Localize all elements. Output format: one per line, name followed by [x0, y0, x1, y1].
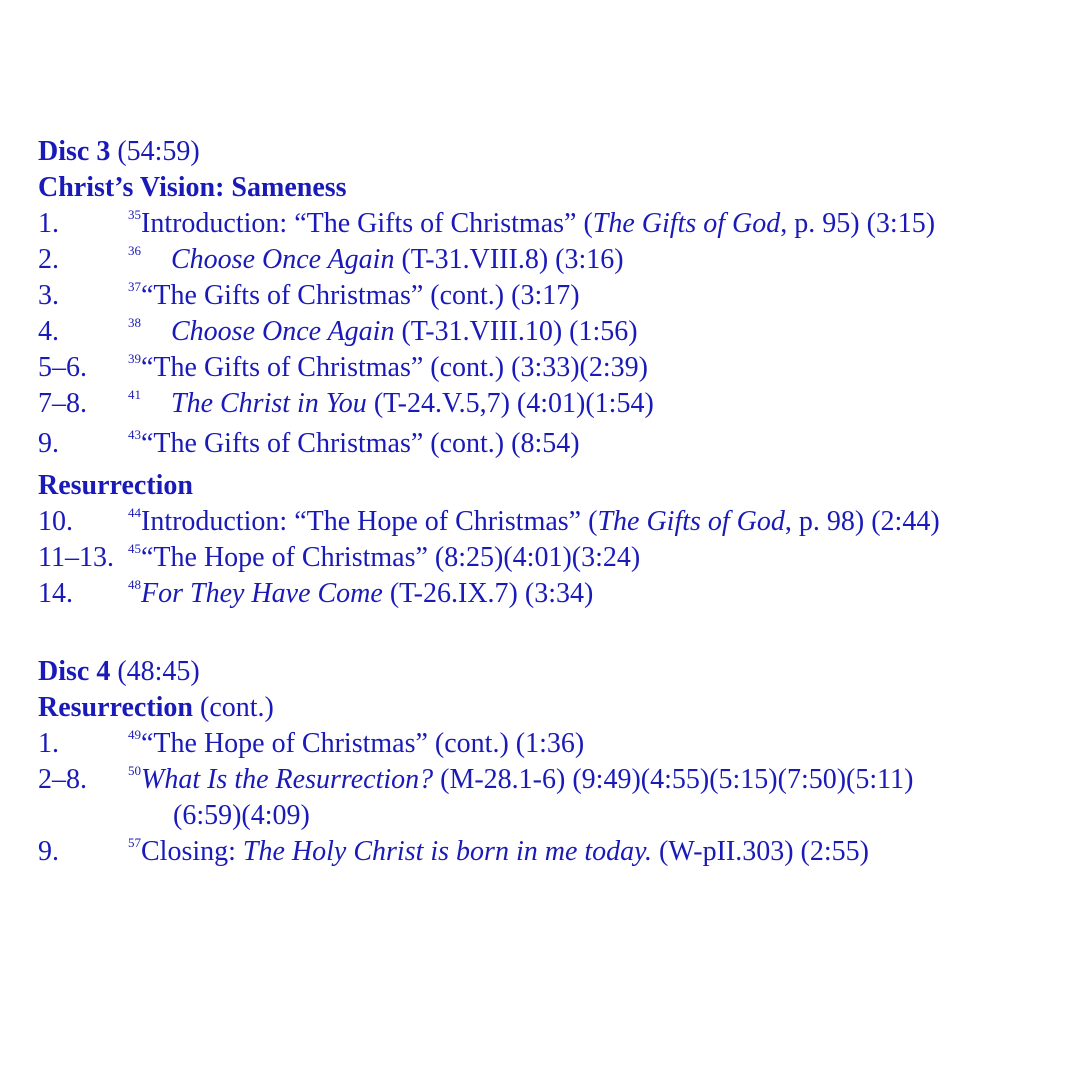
track-text: [128, 577, 594, 609]
track-text-part: (T-26.IX.7) (3:34): [382, 578, 594, 609]
section-title: Christ’s Vision: Sameness: [38, 172, 347, 203]
track-number: 3.: [38, 280, 59, 311]
footnote-ref: 38: [128, 315, 141, 330]
track-text: [128, 243, 624, 275]
track-text-part: (T-31.VIII.8) (3:16): [394, 244, 624, 275]
footnote-ref: 35: [128, 207, 141, 222]
track-text-part: Introduction: “The Hope of Christmas” (: [141, 506, 598, 537]
footnote-ref: 45: [128, 541, 141, 556]
track-text: [128, 207, 936, 239]
footnote-ref: 41: [128, 387, 141, 402]
disc3-time: (54:59): [117, 136, 200, 167]
footnote-ref: 49: [128, 727, 141, 742]
track-number: 2.: [38, 244, 59, 275]
track-text: [128, 351, 648, 383]
track-number: 1.: [38, 208, 59, 239]
footnote-ref: 37: [128, 279, 141, 294]
section-title: Resurrection: [38, 470, 193, 501]
track-title-italic: Choose Once Again: [171, 316, 395, 347]
track-number: 11–13.: [38, 542, 114, 573]
track-text: [128, 427, 580, 459]
disc3-title: Disc 3: [38, 136, 111, 167]
track-number: 9.: [38, 428, 59, 459]
track-text: [128, 727, 585, 759]
track-text-part: (M-28.1-6) (9:49)(4:55)(5:15)(7:50)(5:11): [433, 764, 914, 795]
track-number: 2–8.: [38, 764, 87, 795]
section-cont: (cont.): [200, 692, 274, 723]
disc4-heading: [38, 658, 200, 686]
track-title-italic: The Gifts of God: [592, 208, 781, 239]
track-number: 9.: [38, 836, 59, 867]
track-text-part: Closing:: [141, 836, 243, 867]
track-text-part: , p. 95) (3:15): [780, 208, 936, 239]
disc3-section-sameness: [38, 174, 347, 202]
track-text: [128, 279, 580, 311]
disc4-title: Disc 4: [38, 656, 111, 687]
track-text-part: (T-24.V.5,7) (4:01)(1:54): [366, 388, 654, 419]
track-text: [128, 505, 940, 537]
footnote-ref: 50: [128, 763, 141, 778]
track-text-part: “The Gifts of Christmas” (cont.) (3:17): [141, 280, 580, 311]
track-text-part: “The Gifts of Christmas” (cont.) (3:33)(2:39): [141, 352, 648, 383]
section-title: Resurrection: [38, 692, 193, 723]
footnote-ref: 36: [128, 243, 141, 258]
footnote-ref: 57: [128, 835, 141, 850]
track-title-italic: What Is the Resurrection?: [141, 764, 434, 795]
track-text-continuation: (6:59)(4:09): [173, 800, 310, 831]
track-number: 7–8.: [38, 388, 87, 419]
disc3-section-resurrection: [38, 472, 193, 500]
track-text: [128, 315, 638, 347]
track-text: [128, 541, 641, 573]
track-text-part: , p. 98) (2:44): [784, 506, 940, 537]
track-text: [128, 763, 914, 795]
disc4-time: (48:45): [117, 656, 200, 687]
track-title-italic: The Christ in You: [171, 388, 367, 419]
footnote-ref: 43: [128, 427, 141, 442]
track-text-part: (W-pII.303) (2:55): [652, 836, 869, 867]
track-number: 4.: [38, 316, 59, 347]
footnote-ref: 48: [128, 577, 141, 592]
disc4-section-resurrection: [38, 694, 274, 722]
disc3-heading: [38, 138, 200, 166]
footnote-ref: 39: [128, 351, 141, 366]
track-number: 1.: [38, 728, 59, 759]
track-number: 5–6.: [38, 352, 87, 383]
track-title-italic: Choose Once Again: [171, 244, 395, 275]
track-title-italic: The Holy Christ is born in me today.: [242, 836, 653, 867]
track-number: 14.: [38, 578, 73, 609]
track-text: [128, 387, 654, 419]
track-number: 10.: [38, 506, 73, 537]
track-text-part: “The Hope of Christmas” (8:25)(4:01)(3:24): [141, 542, 641, 573]
track-text-part: Introduction: “The Gifts of Christmas” (: [141, 208, 593, 239]
footnote-ref: 44: [128, 505, 141, 520]
track-text-part: “The Gifts of Christmas” (cont.) (8:54): [141, 428, 580, 459]
track-text-part: (T-31.VIII.10) (1:56): [394, 316, 638, 347]
track-text: [128, 835, 869, 867]
track-title-italic: For They Have Come: [141, 578, 383, 609]
track-text-part: “The Hope of Christmas” (cont.) (1:36): [141, 728, 585, 759]
track-title-italic: The Gifts of God: [597, 506, 785, 537]
